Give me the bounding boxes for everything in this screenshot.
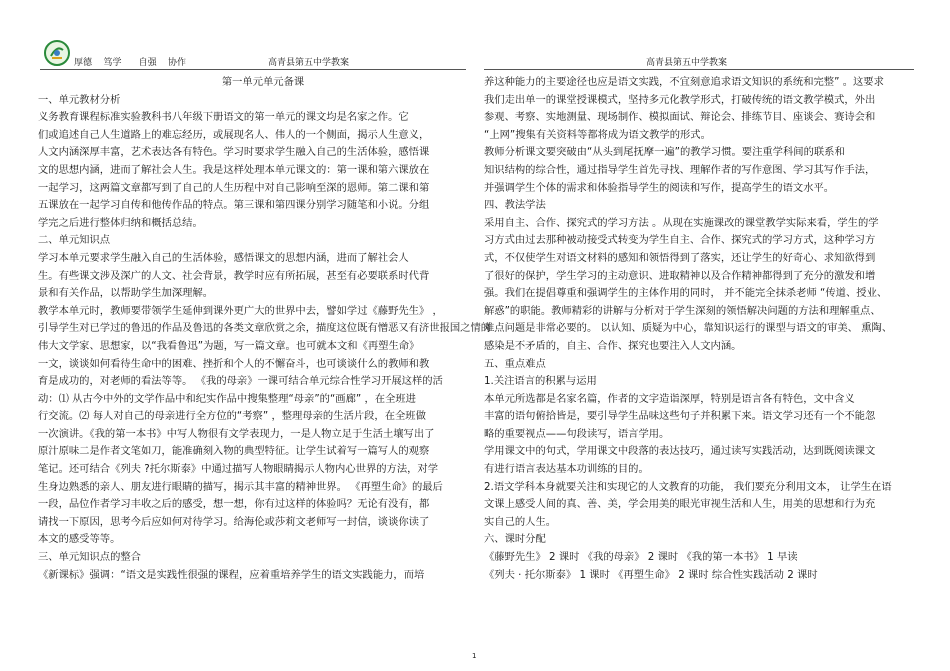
text-line: 养这种能力的主要途径也应是语文实践，不宜刻意追求语文知识的系统和完整” 。这要求 bbox=[484, 76, 884, 88]
text-line: 实自己的人生。 bbox=[484, 515, 557, 528]
right-column bbox=[484, 74, 924, 584]
text-line: 丰富的语句俯拾皆是，要引导学生品味这些句子并积累下来。语文学习还有一个不能忽 bbox=[484, 410, 876, 423]
text-line: 我们走出单一的课堂授课模式，坚持多元化教学形式，打破传统的语文教学模式，外出 bbox=[484, 93, 876, 106]
text-line: 《列夫 · 托尔斯泰》 1 课时 《再塑生命》 2 课时 综合性实践活动 2 课时 bbox=[484, 568, 818, 581]
text-line: 动：⑴ 从古今中外的文学作品中和纪实作品中搜集整理“母亲”的“画廊” ，在全班进 bbox=[38, 392, 416, 405]
text-line: 习方式由过去那种被动接受式转变为学生自主、合作、探究式的学习方式，这种学习方 bbox=[484, 234, 876, 247]
text-line: 教学本单元时，教师要带领学生延伸到课外更广大的世界中去，譬如学过《藤野先生》 ， bbox=[38, 304, 443, 317]
text-line: 五课放在一起学习自传和他传作品的特点。第三课和第四课分别学习随笔和小说。分组 bbox=[38, 199, 430, 212]
text-line: 笔记。还可结合《列夫 ?托尔斯泰》中通过描写人物眼睛揭示人物内心世界的方法，对学 bbox=[38, 463, 439, 476]
text-line: 二、单元知识点 bbox=[38, 234, 111, 247]
header-rule-left bbox=[40, 69, 466, 70]
text-line: 一段，品位作者学习丰收之后的感受，想一想，你有过这样的体验吗？无论有没有，都 bbox=[38, 498, 430, 511]
text-line: 引导学生对已学过的鲁迅的作品及鲁迅的各类文章欣赏之余，描度这位既有憎恶又有济世报国之情的 bbox=[38, 322, 492, 335]
text-line: 三、单元知识点的整合 bbox=[38, 551, 141, 564]
text-line: 教师分析课文要突破由“从头到尾抚摩一遍”的教学习惯。要注重学科间的联系和 bbox=[484, 146, 845, 159]
text-line: 《藤野先生》 2 课时 《我的母亲》 2 课时 《我的第一本书》 1 早读 bbox=[484, 551, 798, 564]
text-line: 解惑”的职能。教师精彩的讲解与分析对于学生深刻的领悟解决问题的方法和理解重点、 bbox=[484, 304, 881, 317]
text-line: 生身边熟悉的亲人、朋友进行眼睛的描写，揭示其丰富的精神世界。 《再塑生命》的最后 bbox=[38, 480, 443, 493]
school-logo-icon bbox=[44, 40, 70, 66]
text-line: 人文内涵深厚丰富，艺术表达各有特色。学习时要求学生融入自己的生活体验，感悟课 bbox=[38, 146, 430, 159]
header-motto: 厚德 笃学 自强 协作 bbox=[74, 58, 187, 68]
text-line: 文课上感受人间的真、善、美，学会用美的眼光审视生活和人生，用美的思想和行为充 bbox=[484, 498, 876, 511]
left-column bbox=[38, 74, 492, 584]
text-line: 四、教法学法 bbox=[484, 199, 546, 212]
text-line: 知识结构的综合性，通过指导学生首先寻找、理解作者的写作意图、学习其写作手法， bbox=[484, 163, 876, 176]
text-line: 五、重点难点 bbox=[484, 357, 546, 370]
text-line: 本单元所选都是名家名篇，作者的文字造诣深厚，特别是语言各有特色，文中含义 bbox=[484, 392, 855, 405]
text-line: 学习本单元要求学生融入自己的生活体验，感悟课文的思想内涵，进而了解社会人 bbox=[38, 251, 409, 264]
text-line: 有进行语言表达基本功训练的目的。 bbox=[484, 463, 649, 476]
text-line: 1.关注语言的积累与运用 bbox=[484, 375, 597, 388]
text-line: 了很好的保护，学生学习的主动意识、进取精神以及合作精神都得到了充分的激发和增 bbox=[484, 269, 876, 282]
text-line: 伟大文学家、思想家，以“我看鲁迅”为题，写一篇文章。也可就本文和《再塑生命》 bbox=[38, 339, 420, 352]
text-line: 一起学习，这两篇文章都写到了自己的人生历程中对自己影响至深的恩师。第二课和第 bbox=[38, 181, 430, 194]
text-line: 《新课标》强调：“语文是实践性很强的课程，应着重培养学生的语文实践能力，而培 bbox=[38, 568, 425, 581]
text-line: 六、课时分配 bbox=[484, 533, 546, 546]
text-line: 请找一下原因，思考今后应如何对待学习。给海伦或莎莉文老师写一封信，谈谈你读了 bbox=[38, 515, 430, 528]
text-line: 学用课文中的句式，学用课文中段落的表达技巧，通过读写实践活动，达到既阅读课文 bbox=[484, 445, 876, 458]
header-school-left: 高青县第五中学教案 bbox=[268, 58, 350, 68]
text-line: 文的思想内涵，进而了解社会人生。我是这样处理本单元课文的：第一课和第六课放在 bbox=[38, 163, 430, 176]
text-line: 一次演讲。《我的第一本书》中写人物很有文学表现力，一是人物立足于生活土壤写出了 bbox=[38, 427, 435, 440]
page-number: 1 bbox=[472, 652, 477, 660]
unit-title: 第一单元单元备课 bbox=[221, 76, 305, 88]
text-line: 生。有些课文涉及深广的人文、社会背景，教学时应有所拓展，甚至有必要联系时代背 bbox=[38, 269, 430, 282]
text-line: 育是成功的，对老师的看法等等。 《我的母亲》一课可结合单元综合性学习开展这样的活 bbox=[38, 375, 443, 388]
text-line: 参观、考察、实地测量、现场制作、模拟面试、辩论会、排练节目、座谈会、赛诗会和 bbox=[484, 111, 876, 124]
text-line: 式，不仅使学生对语文材料的感知和领悟得到了落实，还让学生的好奇心、求知欲得到 bbox=[484, 251, 876, 264]
text-line: 学完之后进行整体归纳和概括总结。 bbox=[38, 216, 203, 229]
header-school-right: 高青县第五中学教案 bbox=[646, 58, 728, 68]
text-line: 们或追述自己人生道路上的难忘经历，或展现名人、伟人的一个侧面，揭示人生意义， bbox=[38, 128, 430, 141]
header-rule-right bbox=[484, 69, 914, 70]
text-line: 行交流。⑵ 每人对自己的母亲进行全方位的“考察” ，整理母亲的生活片段，在全班做 bbox=[38, 410, 426, 423]
text-line: 景和有关作品，以帮助学生加深理解。 bbox=[38, 287, 214, 300]
text-line: 并强调学生个体的需求和体验指导学生的阅读和写作，提高学生的语文水平。 bbox=[484, 181, 835, 194]
text-line: 原汁原味二是作者文笔如刀，能准确刻入物的典型特征。让学生试着写一篇写人的观察 bbox=[38, 445, 430, 458]
text-line: 一文，谈谈如何看待生命中的困难、挫折和个人的不懈奋斗，也可谈谈什么的教师和教 bbox=[38, 357, 430, 370]
text-line: 本文的感受等等。 bbox=[38, 533, 121, 546]
text-line: 2.语文学科本身就要关注和实现它的人文教育的功能， 我们要充分利用文本， 让学生在语 bbox=[484, 480, 892, 493]
text-line: 强。我们在提倡尊重和强调学生的主体作用的同时， 并不能完全抹杀老师 “传道、授业、 bbox=[484, 287, 888, 300]
text-line: 采用自主、合作、探究式的学习方法 。从现在实施课改的课堂教学实际来看，学生的学 bbox=[484, 216, 879, 229]
text-line: 难点问题是非常必要的。 以认知、质疑为中心，靠知识运行的课型与语文的审美、 熏陶、 bbox=[484, 322, 893, 335]
text-line: “上网”搜集有关资料等都将成为语文教学的形式。 bbox=[484, 128, 711, 141]
text-line: 义务教育课程标准实验教科书八年级下册语文的第一单元的课文均是名家之作。它 bbox=[38, 111, 409, 124]
text-line: 略的重要视点——句段读写，语言学用。 bbox=[484, 427, 670, 440]
text-line: 感染是不矛盾的，自主、合作、探究也要注入人文内涵。 bbox=[484, 339, 742, 352]
text-line: 一、单元教材分析 bbox=[38, 93, 121, 106]
